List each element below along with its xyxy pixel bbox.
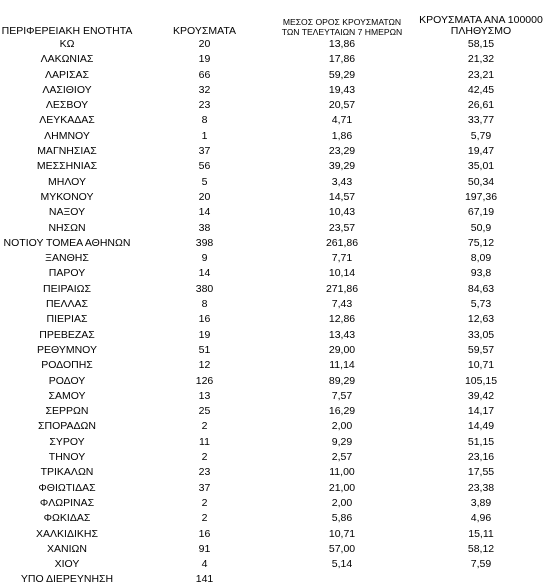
cell-avg7: 13,86 — [328, 38, 356, 50]
cell-cases: 8 — [201, 114, 208, 127]
cell-avg7: 39,29 — [328, 160, 356, 173]
cell-per100k: 50,9 — [470, 221, 492, 234]
cell-per100k: 42,45 — [467, 83, 495, 96]
cell-region: ΧΙΟΥ — [54, 558, 80, 571]
cell-region: ΠΙΕΡΙΑΣ — [46, 313, 88, 326]
cell-cases: 2 — [201, 420, 208, 433]
table-row — [0, 251, 553, 266]
cell-avg7: 2,00 — [331, 496, 353, 509]
cell-cases: 8 — [201, 298, 208, 311]
cell-cases: 1 — [201, 129, 208, 142]
cell-region: ΜΕΣΣΗΝΙΑΣ — [36, 160, 98, 173]
cell-per100k: 3,89 — [470, 496, 492, 509]
cell-avg7: 23,29 — [328, 145, 356, 158]
header-avg7-line2: ΤΩΝ ΤΕΛΕΥΤΑΙΩΝ 7 ΗΜΕΡΩΝ — [281, 27, 403, 37]
table-row — [0, 98, 553, 113]
cell-avg7: 7,43 — [331, 298, 353, 311]
table-row — [0, 358, 553, 373]
cell-per100k: 33,77 — [467, 114, 495, 127]
cell-cases: 37 — [198, 481, 211, 494]
cell-region: ΤΗΝΟΥ — [48, 451, 86, 464]
table-header — [0, 8, 553, 37]
cell-per100k: 26,61 — [467, 99, 495, 112]
cell-region: ΛΑΣΙΘΙΟΥ — [42, 83, 92, 96]
cell-avg7: 271,86 — [325, 282, 359, 295]
cell-per100k: 23,16 — [467, 451, 495, 464]
table-row — [0, 236, 553, 251]
cell-cases: 4 — [201, 558, 208, 571]
cell-region: ΣΑΜΟΥ — [48, 389, 86, 402]
header-cases-label: ΚΡΟΥΣΜΑΤΑ — [173, 25, 236, 37]
table-row — [0, 450, 553, 465]
cell-per100k: 75,12 — [467, 236, 495, 249]
cell-cases: 19 — [198, 328, 211, 341]
table-row — [0, 144, 553, 159]
table-row — [0, 190, 553, 205]
cell-region: ΝΟΤΙΟΥ ΤΟΜΕΑ ΑΘΗΝΩΝ — [3, 236, 131, 249]
cell-cases: 12 — [198, 359, 211, 372]
cell-per100k: 35,01 — [467, 160, 495, 173]
cell-per100k: 39,42 — [467, 389, 495, 402]
cell-per100k: 59,57 — [467, 343, 495, 356]
cell-cases: 9 — [201, 252, 208, 265]
table-row — [0, 374, 553, 389]
cell-cases: 37 — [198, 145, 211, 158]
header-per100k-line1: ΚΡΟΥΣΜΑΤΑ ΑΝΑ 100000 — [419, 14, 543, 26]
cell-cases: 19 — [198, 53, 211, 66]
cell-avg7: 17,86 — [328, 53, 356, 66]
cell-per100k: 105,15 — [464, 374, 498, 387]
table-row — [0, 343, 553, 358]
cases-table — [0, 8, 553, 588]
cell-per100k: 21,32 — [467, 53, 495, 66]
cell-cases: 5 — [201, 175, 208, 188]
cell-avg7: 7,57 — [331, 389, 353, 402]
cell-region: ΛΕΣΒΟΥ — [45, 99, 89, 112]
cell-region: ΠΕΙΡΑΙΩΣ — [43, 282, 91, 295]
cell-avg7: 21,00 — [328, 481, 356, 494]
cell-cases: 23 — [198, 99, 211, 112]
cell-region: ΡΟΔΟΠΗΣ — [41, 359, 93, 372]
cell-region: ΝΑΞΟΥ — [48, 206, 86, 219]
cell-avg7: 261,86 — [325, 236, 359, 249]
table-row — [0, 37, 553, 52]
header-cases — [134, 8, 275, 37]
cell-cases: 13 — [198, 389, 211, 402]
table-row — [0, 129, 553, 144]
table-row — [0, 511, 553, 526]
table-row — [0, 52, 553, 67]
cell-region: ΚΩ — [59, 38, 75, 50]
cell-region: ΦΛΩΡΙΝΑΣ — [39, 496, 95, 509]
cell-avg7: 7,71 — [331, 252, 353, 265]
cell-region: ΦΩΚΙΔΑΣ — [43, 512, 91, 525]
cell-cases: 11 — [199, 435, 210, 448]
cell-per100k — [409, 572, 553, 587]
table-row — [0, 496, 553, 511]
table-row — [0, 419, 553, 434]
cell-per100k: 19,47 — [467, 145, 495, 158]
cell-per100k: 10,71 — [467, 359, 495, 372]
table-row — [0, 557, 553, 572]
cell-region: ΞΑΝΘΗΣ — [45, 252, 89, 265]
cell-cases: 20 — [198, 38, 211, 50]
cell-avg7: 9,29 — [331, 435, 353, 448]
table-row — [0, 435, 553, 450]
cell-cases: 91 — [198, 542, 211, 555]
cell-region: ΠΡΕΒΕΖΑΣ — [39, 328, 95, 341]
cell-avg7: 16,29 — [328, 405, 356, 418]
cell-cases: 23 — [198, 466, 211, 479]
cell-avg7: 4,71 — [331, 114, 353, 127]
cell-avg7: 5,14 — [331, 558, 353, 571]
cell-region: ΜΗΛΟΥ — [48, 175, 86, 188]
table-row — [0, 481, 553, 496]
cell-per100k: 84,63 — [467, 282, 495, 295]
cell-cases: 380 — [195, 282, 214, 295]
cell-per100k: 58,12 — [467, 542, 495, 555]
cell-region: ΝΗΣΩΝ — [48, 221, 86, 234]
table-row — [0, 221, 553, 236]
cell-avg7: 14,57 — [328, 190, 356, 203]
cell-cases: 32 — [198, 83, 211, 96]
cell-region: ΠΕΛΛΑΣ — [45, 298, 89, 311]
cell-cases: 20 — [198, 190, 211, 203]
cell-per100k: 51,15 — [467, 435, 495, 448]
cell-per100k: 15,11 — [468, 527, 494, 540]
table-row — [0, 312, 553, 327]
table-row — [0, 205, 553, 220]
cell-avg7: 2,00 — [331, 420, 353, 433]
table-row — [0, 542, 553, 557]
table-row — [0, 389, 553, 404]
table-row — [0, 527, 553, 542]
cell-avg7: 10,71 — [328, 527, 356, 540]
header-per100k — [409, 8, 553, 37]
table-row — [0, 266, 553, 281]
header-per100k-line2: ΠΛΗΘΥΣΜΟ — [450, 25, 512, 37]
cell-region: ΣΕΡΡΩΝ — [45, 405, 89, 418]
cell-region: ΜΥΚΟΝΟΥ — [40, 190, 94, 203]
table-row — [0, 282, 553, 297]
cell-cases: 25 — [198, 405, 211, 418]
cell-region: ΛΑΚΩΝΙΑΣ — [40, 53, 94, 66]
cell-region: ΣΥΡΟΥ — [49, 435, 85, 448]
cell-region: ΦΘΙΩΤΙΔΑΣ — [38, 481, 96, 494]
cell-per100k: 12,63 — [467, 313, 495, 326]
cell-region: ΛΕΥΚΑΔΑΣ — [39, 114, 95, 127]
cell-region: ΧΑΛΚΙΔΙΚΗΣ — [36, 527, 98, 540]
cell-avg7: 10,14 — [328, 267, 356, 280]
cell-per100k: 23,21 — [467, 68, 495, 81]
table-row — [0, 175, 553, 190]
cell-cases: 398 — [195, 236, 214, 249]
cell-cases: 51 — [198, 343, 211, 356]
cell-avg7: 3,43 — [331, 175, 353, 188]
cell-region: ΡΟΔΟΥ — [48, 374, 86, 387]
cell-per100k: 197,36 — [464, 190, 498, 203]
cell-region: ΠΑΡΟΥ — [48, 267, 86, 280]
cell-cases: 126 — [195, 374, 214, 387]
cell-per100k: 33,05 — [467, 328, 495, 341]
cell-cases: 2 — [201, 496, 208, 509]
table-row — [0, 465, 553, 480]
cell-avg7: 5,86 — [331, 512, 353, 525]
cell-region: ΜΑΓΝΗΣΙΑΣ — [37, 145, 97, 158]
cell-per100k: 14,17 — [467, 405, 495, 418]
cell-region: ΣΠΟΡΑΔΩΝ — [38, 420, 96, 433]
table-body — [0, 37, 553, 588]
cell-avg7: 2,57 — [331, 451, 353, 464]
cell-cases: 14 — [198, 206, 211, 219]
cell-region: ΥΠΟ ΔΙΕΡΕΥΝΗΣΗ — [20, 573, 114, 586]
cell-cases: 2 — [201, 451, 208, 464]
cell-cases: 14 — [198, 267, 211, 280]
cell-avg7: 11,00 — [329, 466, 355, 479]
cell-avg7: 23,57 — [328, 221, 356, 234]
cell-avg7: 20,57 — [328, 99, 356, 112]
cell-avg7: 11,14 — [329, 359, 355, 372]
cell-per100k: 4,96 — [470, 512, 492, 525]
header-avg7-line1: ΜΕΣΟΣ ΟΡΟΣ ΚΡΟΥΣΜΑΤΩΝ — [282, 17, 402, 27]
cell-region: ΤΡΙΚΑΛΩΝ — [40, 466, 94, 479]
cell-region: ΛΑΡΙΣΑΣ — [45, 68, 89, 81]
table-row — [0, 83, 553, 98]
cell-per100k: 67,19 — [467, 206, 495, 219]
cell-per100k: 7,59 — [470, 558, 492, 571]
table-row — [0, 328, 553, 343]
cell-per100k: 8,09 — [470, 252, 492, 265]
header-region — [0, 8, 134, 37]
cell-cases: 38 — [198, 221, 211, 234]
cell-avg7: 59,29 — [328, 68, 356, 81]
cell-per100k: 17,55 — [467, 466, 495, 479]
table-row — [0, 572, 553, 587]
cell-region: ΡΕΘΥΜΝΟΥ — [36, 343, 97, 356]
cell-region: ΧΑΝΙΩΝ — [47, 542, 87, 555]
table-row — [0, 68, 553, 83]
cell-cases: 2 — [201, 512, 208, 525]
cell-cases: 141 — [195, 573, 214, 586]
cell-cases: 16 — [198, 313, 211, 326]
cell-cases: 66 — [198, 68, 211, 81]
cell-per100k: 5,73 — [470, 298, 492, 311]
cell-avg7: 57,00 — [328, 542, 356, 555]
header-avg7 — [275, 8, 409, 37]
cell-avg7: 89,29 — [328, 374, 356, 387]
cell-avg7: 10,43 — [328, 206, 356, 219]
cell-avg7: 29,00 — [328, 343, 356, 356]
cell-per100k: 93,8 — [470, 267, 492, 280]
cell-avg7: 13,43 — [328, 328, 356, 341]
cell-region: ΛΗΜΝΟΥ — [44, 129, 90, 142]
cell-avg7: 19,43 — [328, 83, 356, 96]
cell-per100k: 23,38 — [467, 481, 495, 494]
cell-per100k: 14,49 — [467, 420, 495, 433]
cell-avg7: 12,86 — [328, 313, 356, 326]
table-row — [0, 159, 553, 174]
cell-per100k: 58,15 — [467, 38, 495, 50]
cell-cases: 56 — [198, 160, 211, 173]
table-row — [0, 113, 553, 128]
cell-cases: 16 — [198, 527, 211, 540]
table-row — [0, 404, 553, 419]
cell-per100k: 5,79 — [470, 129, 492, 142]
cell-per100k: 50,34 — [467, 175, 495, 188]
cell-avg7 — [275, 572, 409, 587]
header-region-label: ΠΕΡΙΦΕΡΕΙΑΚΗ ΕΝΟΤΗΤΑ — [1, 25, 133, 37]
table-row — [0, 297, 553, 312]
cell-avg7: 1,86 — [331, 129, 353, 142]
